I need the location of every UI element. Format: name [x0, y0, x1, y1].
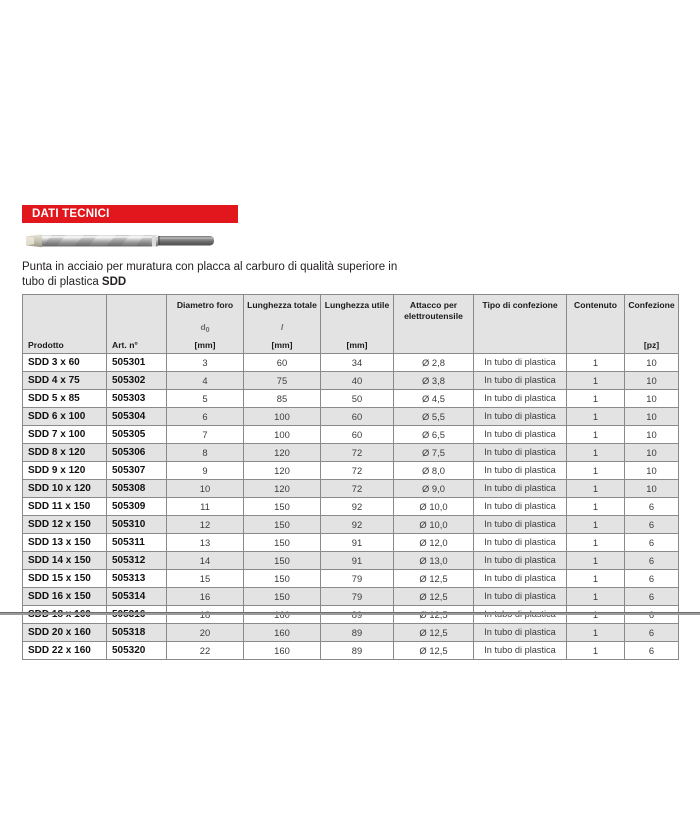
cell-confezione: 6 [625, 588, 679, 606]
cell-diametro-foro: 13 [167, 534, 244, 552]
column-header-diametro-foro-title: Diametro foro [176, 300, 234, 310]
table-row [23, 588, 679, 606]
table-row [23, 498, 679, 516]
cell-confezione: 10 [625, 372, 679, 390]
column-header-lunghezza-utile-title: Lunghezza utile [324, 300, 390, 310]
cell-attacco-elettroutensile: Ø 6,5 [394, 426, 474, 444]
cell-lunghezza-utile: 89 [321, 624, 394, 642]
cell-art-n: 505306 [107, 444, 167, 462]
cell-contenuto: 1 [567, 624, 625, 642]
cell-attacco-elettroutensile: Ø 12,5 [394, 570, 474, 588]
cell-attacco-elettroutensile: Ø 12,5 [394, 642, 474, 660]
cell-lunghezza-utile: 60 [321, 408, 394, 426]
cell-tipo-confezione: In tubo di plastica [474, 498, 567, 516]
cell-tipo-confezione: In tubo di plastica [474, 426, 567, 444]
column-header-lunghezza-utile [321, 295, 394, 354]
cell-diametro-foro: 10 [167, 480, 244, 498]
cell-lunghezza-utile: 91 [321, 552, 394, 570]
column-header-attacco-elettroutensile-title: Attacco per elettroutensile [404, 300, 463, 321]
cell-confezione: 6 [625, 624, 679, 642]
cell-confezione: 10 [625, 426, 679, 444]
column-header-confezione-unit: [pz] [643, 340, 660, 350]
cell-confezione: 10 [625, 480, 679, 498]
drill-bit-icon [22, 227, 222, 255]
cell-attacco-elettroutensile: Ø 5,5 [394, 408, 474, 426]
cell-tipo-confezione: In tubo di plastica [474, 462, 567, 480]
cell-lunghezza-totale: 160 [244, 642, 321, 660]
technical-data-table [22, 294, 679, 660]
cell-lunghezza-utile: 60 [321, 426, 394, 444]
cell-confezione: 10 [625, 354, 679, 372]
cell-art-n: 505309 [107, 498, 167, 516]
cell-contenuto: 1 [567, 552, 625, 570]
table-row [23, 480, 679, 498]
cell-confezione: 6 [625, 516, 679, 534]
cell-attacco-elettroutensile: Ø 3,8 [394, 372, 474, 390]
cell-attacco-elettroutensile: Ø 2,8 [394, 354, 474, 372]
cell-diametro-foro: 20 [167, 624, 244, 642]
cell-art-n: 505307 [107, 462, 167, 480]
product-description [22, 260, 442, 290]
cell-prodotto: SDD 7 x 100 [23, 426, 107, 444]
cell-lunghezza-utile: 91 [321, 534, 394, 552]
cell-prodotto: SDD 14 x 150 [23, 552, 107, 570]
cell-prodotto: SDD 20 x 160 [23, 624, 107, 642]
cell-diametro-foro: 7 [167, 426, 244, 444]
cell-diametro-foro: 3 [167, 354, 244, 372]
dati-tecnici-banner-label: DATI TECNICI [32, 208, 110, 220]
cell-contenuto: 1 [567, 390, 625, 408]
cell-prodotto: SDD 4 x 75 [23, 372, 107, 390]
cell-prodotto: SDD 6 x 100 [23, 408, 107, 426]
cell-lunghezza-totale: 150 [244, 552, 321, 570]
cell-lunghezza-totale: 150 [244, 498, 321, 516]
cell-art-n: 505302 [107, 372, 167, 390]
product-code-sdd: SDD [101, 276, 127, 288]
table-row [23, 570, 679, 588]
cell-art-n: 505301 [107, 354, 167, 372]
cell-prodotto: SDD 15 x 150 [23, 570, 107, 588]
cell-tipo-confezione: In tubo di plastica [474, 372, 567, 390]
column-header-tipo-confezione-title: Tipo di confezione [482, 300, 558, 310]
cell-art-n: 505303 [107, 390, 167, 408]
cell-contenuto: 1 [567, 444, 625, 462]
cell-contenuto: 1 [567, 480, 625, 498]
table-row [23, 444, 679, 462]
cell-diametro-foro: 9 [167, 462, 244, 480]
cell-confezione: 6 [625, 534, 679, 552]
table-row [23, 372, 679, 390]
cell-lunghezza-totale: 100 [244, 426, 321, 444]
page-bottom-rule [0, 612, 700, 615]
cell-confezione: 10 [625, 408, 679, 426]
cell-tipo-confezione: In tubo di plastica [474, 390, 567, 408]
cell-attacco-elettroutensile: Ø 9,0 [394, 480, 474, 498]
cell-attacco-elettroutensile: Ø 13,0 [394, 552, 474, 570]
cell-diametro-foro: 14 [167, 552, 244, 570]
column-header-diametro-foro-unit: [mm] [194, 340, 216, 350]
cell-attacco-elettroutensile: Ø 10,0 [394, 516, 474, 534]
cell-confezione: 6 [625, 552, 679, 570]
cell-lunghezza-totale: 150 [244, 570, 321, 588]
column-header-lunghezza-totale-title: Lunghezza totale [247, 300, 317, 310]
cell-confezione: 10 [625, 390, 679, 408]
cell-lunghezza-utile: 79 [321, 588, 394, 606]
cell-prodotto: SDD 9 x 120 [23, 462, 107, 480]
cell-lunghezza-totale: 160 [244, 624, 321, 642]
column-header-lunghezza-totale-unit: [mm] [271, 340, 293, 350]
cell-art-n: 505308 [107, 480, 167, 498]
cell-confezione: 10 [625, 444, 679, 462]
cell-diametro-foro: 5 [167, 390, 244, 408]
cell-art-n: 505314 [107, 588, 167, 606]
cell-tipo-confezione: In tubo di plastica [474, 516, 567, 534]
cell-attacco-elettroutensile: Ø 4,5 [394, 390, 474, 408]
column-header-lunghezza-totale-symbol: l [280, 322, 284, 332]
cell-contenuto: 1 [567, 408, 625, 426]
cell-lunghezza-totale: 120 [244, 462, 321, 480]
column-header-prodotto-unit: Prodotto [28, 340, 64, 350]
cell-diametro-foro: 22 [167, 642, 244, 660]
cell-lunghezza-totale: 100 [244, 408, 321, 426]
cell-tipo-confezione: In tubo di plastica [474, 534, 567, 552]
column-header-confezione [625, 295, 679, 354]
cell-lunghezza-totale: 150 [244, 534, 321, 552]
column-header-diametro-foro [167, 295, 244, 354]
cell-prodotto: SDD 13 x 150 [23, 534, 107, 552]
cell-contenuto: 1 [567, 498, 625, 516]
column-header-tipo-confezione [474, 295, 567, 354]
column-header-contenuto [567, 295, 625, 354]
table-row [23, 552, 679, 570]
cell-contenuto: 1 [567, 516, 625, 534]
column-header-art-n [107, 295, 167, 354]
cell-contenuto: 1 [567, 462, 625, 480]
table-row [23, 390, 679, 408]
cell-contenuto: 1 [567, 372, 625, 390]
table-row [23, 642, 679, 660]
cell-art-n: 505304 [107, 408, 167, 426]
cell-tipo-confezione: In tubo di plastica [474, 354, 567, 372]
cell-tipo-confezione: In tubo di plastica [474, 552, 567, 570]
cell-prodotto: SDD 3 x 60 [23, 354, 107, 372]
cell-lunghezza-utile: 34 [321, 354, 394, 372]
table-row [23, 624, 679, 642]
cell-prodotto: SDD 8 x 120 [23, 444, 107, 462]
cell-confezione: 6 [625, 570, 679, 588]
cell-confezione: 10 [625, 462, 679, 480]
cell-prodotto: SDD 11 x 150 [23, 498, 107, 516]
cell-tipo-confezione: In tubo di plastica [474, 444, 567, 462]
cell-lunghezza-utile: 89 [321, 642, 394, 660]
cell-diametro-foro: 8 [167, 444, 244, 462]
cell-attacco-elettroutensile: Ø 7,5 [394, 444, 474, 462]
cell-art-n: 505305 [107, 426, 167, 444]
cell-confezione: 6 [625, 642, 679, 660]
cell-contenuto: 1 [567, 534, 625, 552]
cell-lunghezza-utile: 92 [321, 498, 394, 516]
column-header-prodotto [23, 295, 107, 354]
cell-lunghezza-totale: 85 [244, 390, 321, 408]
cell-attacco-elettroutensile: Ø 8,0 [394, 462, 474, 480]
cell-prodotto: SDD 16 x 150 [23, 588, 107, 606]
cell-tipo-confezione: In tubo di plastica [474, 642, 567, 660]
cell-tipo-confezione: In tubo di plastica [474, 588, 567, 606]
table-header-row [23, 295, 679, 354]
cell-diametro-foro: 15 [167, 570, 244, 588]
cell-art-n: 505311 [107, 534, 167, 552]
cell-lunghezza-totale: 60 [244, 354, 321, 372]
cell-attacco-elettroutensile: Ø 12,5 [394, 588, 474, 606]
cell-lunghezza-utile: 40 [321, 372, 394, 390]
cell-lunghezza-totale: 120 [244, 480, 321, 498]
cell-prodotto: SDD 22 x 160 [23, 642, 107, 660]
table-row [23, 534, 679, 552]
cell-diametro-foro: 16 [167, 588, 244, 606]
cell-confezione: 6 [625, 498, 679, 516]
dati-tecnici-banner [22, 205, 238, 223]
cell-attacco-elettroutensile: Ø 12,0 [394, 534, 474, 552]
drill-bit-product-image [22, 227, 222, 255]
cell-contenuto: 1 [567, 642, 625, 660]
cell-art-n: 505318 [107, 624, 167, 642]
cell-art-n: 505310 [107, 516, 167, 534]
table-row [23, 354, 679, 372]
cell-tipo-confezione: In tubo di plastica [474, 480, 567, 498]
cell-diametro-foro: 6 [167, 408, 244, 426]
cell-lunghezza-utile: 72 [321, 444, 394, 462]
cell-tipo-confezione: In tubo di plastica [474, 408, 567, 426]
table-row [23, 516, 679, 534]
cell-prodotto: SDD 10 x 120 [23, 480, 107, 498]
column-header-lunghezza-totale [244, 295, 321, 354]
cell-contenuto: 1 [567, 426, 625, 444]
table-row [23, 408, 679, 426]
cell-lunghezza-utile: 72 [321, 462, 394, 480]
cell-contenuto: 1 [567, 570, 625, 588]
cell-contenuto: 1 [567, 588, 625, 606]
cell-lunghezza-totale: 150 [244, 588, 321, 606]
cell-lunghezza-totale: 120 [244, 444, 321, 462]
cell-tipo-confezione: In tubo di plastica [474, 570, 567, 588]
product-description-line2-prefix: tubo di plastica [22, 276, 102, 288]
cell-prodotto: SDD 5 x 85 [23, 390, 107, 408]
cell-lunghezza-utile: 72 [321, 480, 394, 498]
cell-lunghezza-totale: 150 [244, 516, 321, 534]
table-row [23, 426, 679, 444]
column-header-diametro-foro-symbol: $d_0$ [200, 322, 210, 334]
column-header-lunghezza-utile-unit: [mm] [346, 340, 368, 350]
column-header-confezione-title: Confezione [628, 300, 675, 310]
column-header-art-n-unit: Art. n° [112, 340, 138, 350]
cell-art-n: 505320 [107, 642, 167, 660]
cell-diametro-foro: 11 [167, 498, 244, 516]
cell-lunghezza-utile: 92 [321, 516, 394, 534]
cell-diametro-foro: 12 [167, 516, 244, 534]
cell-attacco-elettroutensile: Ø 10,0 [394, 498, 474, 516]
cell-lunghezza-utile: 79 [321, 570, 394, 588]
cell-diametro-foro: 4 [167, 372, 244, 390]
column-header-attacco-elettroutensile [394, 295, 474, 354]
cell-lunghezza-totale: 75 [244, 372, 321, 390]
cell-contenuto: 1 [567, 354, 625, 372]
cell-tipo-confezione: In tubo di plastica [474, 624, 567, 642]
cell-attacco-elettroutensile: Ø 12,5 [394, 624, 474, 642]
cell-prodotto: SDD 12 x 150 [23, 516, 107, 534]
cell-art-n: 505312 [107, 552, 167, 570]
cell-art-n: 505313 [107, 570, 167, 588]
column-header-contenuto-title: Contenuto [574, 300, 617, 310]
table-row [23, 462, 679, 480]
cell-lunghezza-utile: 50 [321, 390, 394, 408]
product-description-line1: Punta in acciaio per muratura con placca al carburo di qualità superiore in [22, 261, 398, 273]
